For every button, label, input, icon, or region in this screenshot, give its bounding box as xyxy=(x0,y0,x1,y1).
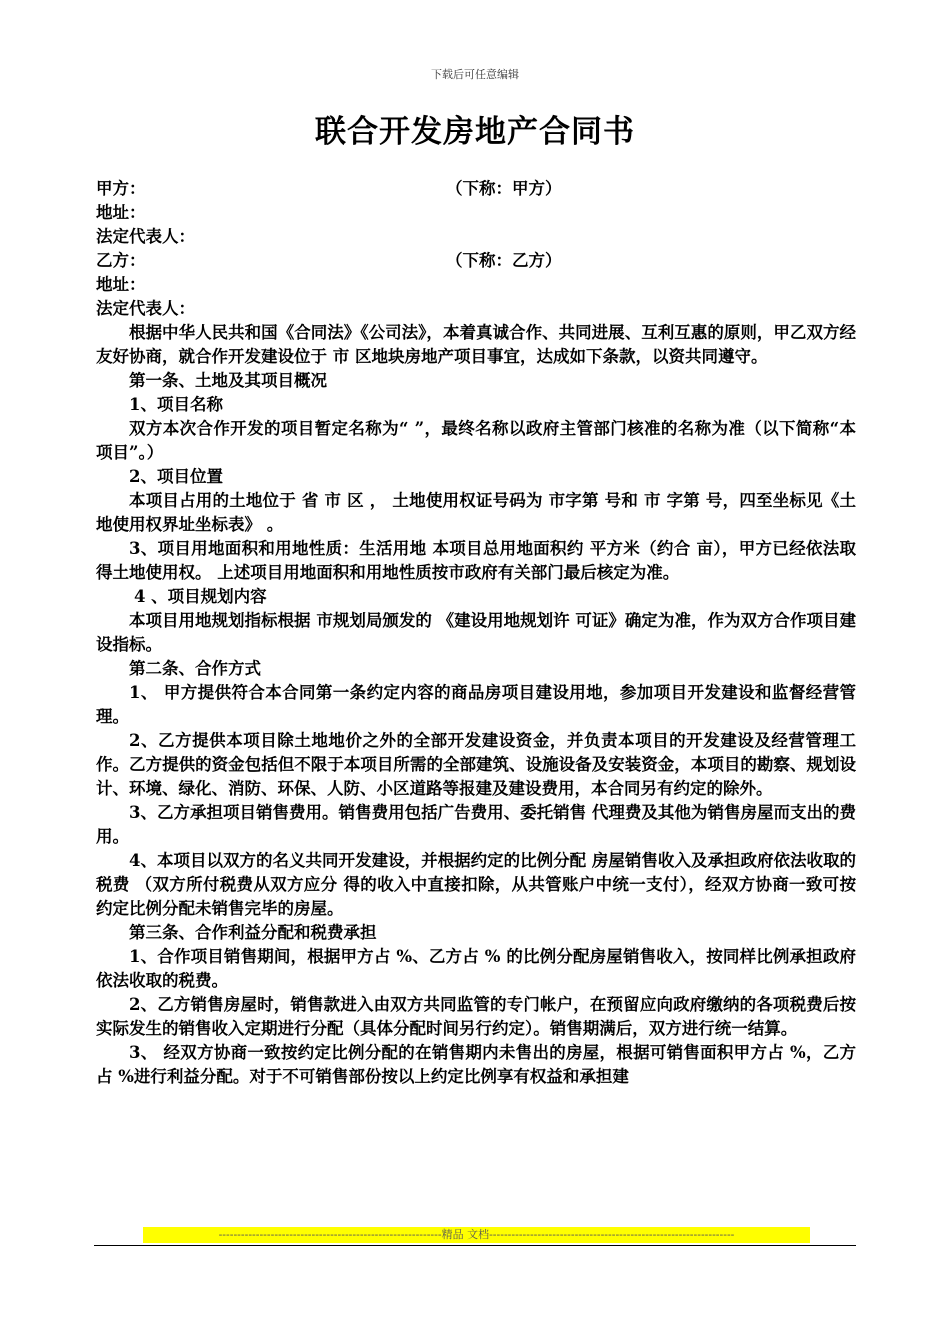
party-a-representative-row xyxy=(96,225,856,249)
article-3-item-1: 1、合作项目销售期间，根据甲方占 %、乙方占 % 的比例分配房屋销售收入，按同样比例承担政府依法收取的税费。 xyxy=(96,947,856,990)
article-3-heading: 第三条、合作利益分配和税费承担 xyxy=(129,923,377,942)
article-1-item-1-text: 双方本次合作开发的项目暂定名称为“ ”，最终名称以政府主管部门核准的名称为准（以下简称“本项目”。） xyxy=(96,419,856,462)
party-b-representative-row xyxy=(96,297,856,321)
contract-body xyxy=(96,177,856,1089)
party-a-alias: （下称：甲方） xyxy=(446,179,562,198)
article-3-item-2: 2、乙方销售房屋时，销售款进入由双方共同监管的专门帐户，在预留应向政府缴纳的各项税费后按实际发生的销售收入定期进行分配（具体分配时间另行约定）。销售期满后，双方进行统一结算。 xyxy=(96,995,856,1038)
article-2-item-4: 4、本项目以双方的名义共同开发建设，并根据约定的比例分配 房屋销售收入及承担政府依法收取的税费 （双方所付税费从双方应分 得的收入中直接扣除，从共管账户中统一支付），经双方协商一致可按约定比例分配未销售完毕的房屋。 xyxy=(96,851,856,918)
article-3-item-3: 3、 经双方协商一致按约定比例分配的在销售期内未售出的房屋，根据可销售面积甲方占 %，乙方占 %进行利益分配。对于不可销售部份按以上约定比例享有权益和承担建 xyxy=(96,1043,856,1086)
article-1-heading: 第一条、土地及其项目概况 xyxy=(129,371,327,390)
party-b-row xyxy=(96,249,856,273)
article-2-item-1: 1、 甲方提供符合本合同第一条约定内容的商品房项目建设用地，参加项目开发建设和监督经营管理。 xyxy=(96,683,856,726)
party-b-representative-label: 法定代表人： xyxy=(96,299,195,318)
header-note: 下载后可任意编辑 xyxy=(431,68,519,81)
party-a-address-row xyxy=(96,201,856,225)
article-1-item-2-text: 本项目占用的土地位于 省 市 区 ， 土地使用权证号码为 市字第 号和 市 字第 号，四至坐标见《土地使用权界址坐标表》 。 xyxy=(96,491,856,534)
preamble-paragraph: 根据中华人民共和国《合同法》《公司法》，本着真诚合作、共同进展、互利互惠的原则，甲乙双方经友好协商，就合作开发建设位于 市 区地块房地产项目事宜，达成如下条款，以资共同遵守。 xyxy=(96,323,856,366)
article-2-heading: 第二条、合作方式 xyxy=(129,659,261,678)
article-2-item-2: 2、乙方提供本项目除土地地价之外的全部开发建设资金，并负责本项目的开发建设及经营管理工作。乙方提供的资金包括但不限于本项目所需的全部建筑、设施设备及安装资金，本项目的勘察、规划设计、环境、绿化、消防、环保、人防、小区道路等报建及建设费用，本合同另有约定的除外。 xyxy=(96,731,856,798)
party-b-address-row xyxy=(96,273,856,297)
article-1-item-4-heading: 4 、项目规划内容 xyxy=(133,587,267,606)
party-a-row xyxy=(96,177,856,201)
document-title: 联合开发房地产合同书 xyxy=(315,114,635,150)
footer-divider xyxy=(94,1245,856,1246)
article-1-item-2-heading: 2、项目位置 xyxy=(129,467,223,486)
party-a-representative-label: 法定代表人： xyxy=(96,227,195,246)
party-a-label: 甲方： xyxy=(96,179,146,198)
article-2-item-3: 3、乙方承担项目销售费用。销售费用包括广告费用、委托销售 代理费及其他为销售房屋而支出的费用。 xyxy=(96,803,856,846)
party-b-address-label: 地址： xyxy=(96,275,146,294)
article-1-item-4-text: 本项目用地规划指标根据 市规划局颁发的 《建设用地规划许 可证》确定为准，作为双方合作项目建设指标。 xyxy=(96,611,856,654)
article-1-item-3-text: 3、项目用地面积和用地性质：生活用地 本项目总用地面积约 平方米（约合 亩），甲方已经依法取得土地使用权。 上述项目用地面积和用地性质按市政府有关部门最后核定为准。 xyxy=(96,539,856,582)
party-b-label: 乙方： xyxy=(96,251,146,270)
article-1-item-1-heading: 1、项目名称 xyxy=(129,395,223,414)
footer-banner: ------------------------------------------------------------精品 文档------------------------------------------------------------------ xyxy=(143,1227,810,1243)
party-a-address-label: 地址： xyxy=(96,203,146,222)
party-b-alias: （下称：乙方） xyxy=(446,251,562,270)
